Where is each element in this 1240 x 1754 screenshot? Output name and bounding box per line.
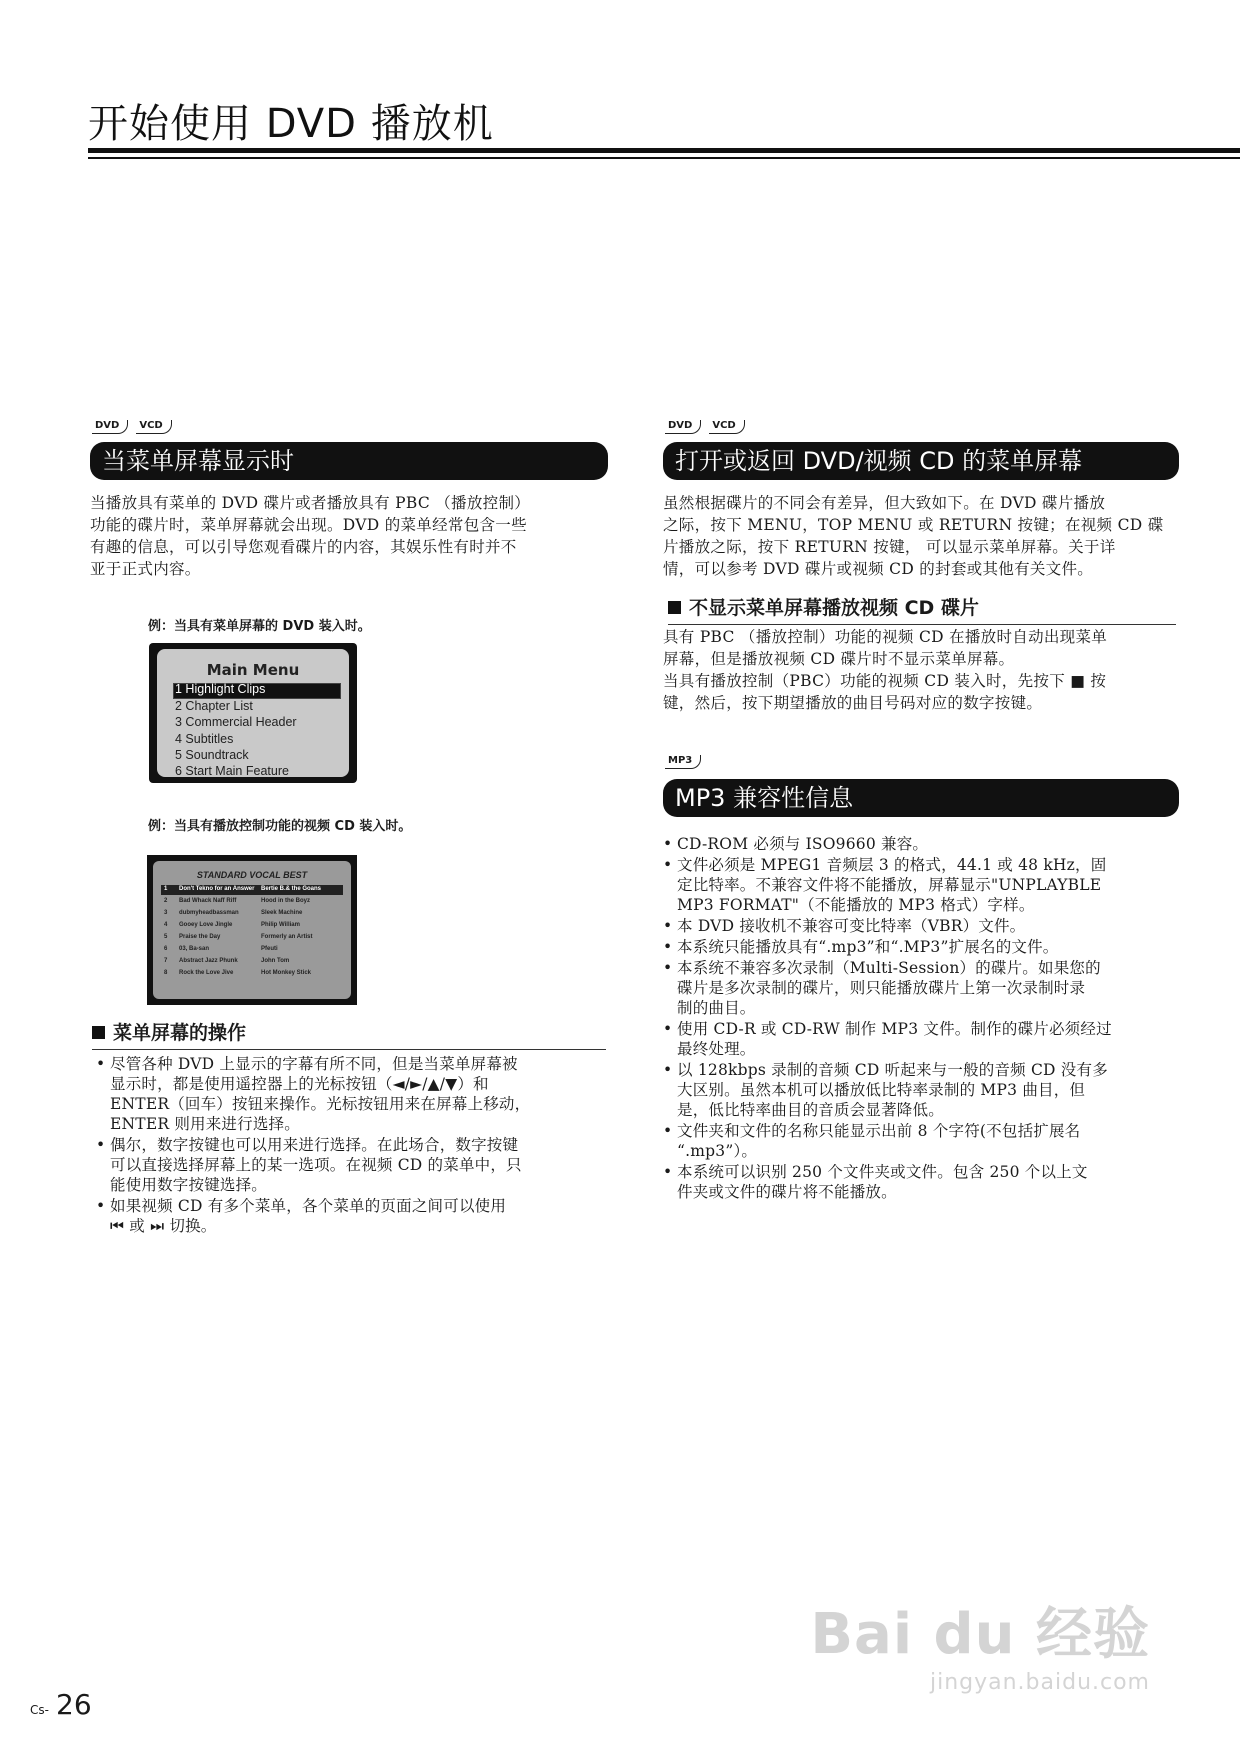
- vcd-menu-row: [161, 885, 343, 895]
- page-number: 26: [56, 1688, 92, 1721]
- track-artist: Philip William: [261, 922, 300, 928]
- menu-item: 6 Start Main Feature: [175, 764, 289, 778]
- track-number: 6: [164, 946, 168, 952]
- vcd-menu-row: [161, 969, 343, 979]
- track-number: 5: [164, 934, 168, 940]
- ops-heading: [92, 1018, 606, 1050]
- list-item: [663, 1019, 1183, 1059]
- menu-item: 3 Commercial Header: [175, 715, 297, 729]
- left-section-title: 当菜单屏幕显示时: [90, 442, 608, 480]
- track-artist: Hot Monkey Stick: [261, 970, 312, 976]
- text-line: 当播放具有菜单的 DVD 碟片或者播放具有 PBC （播放控制）: [90, 494, 531, 512]
- no-menu-text: [663, 626, 1183, 714]
- vcd-menu-screenshot: [147, 855, 357, 1005]
- text-line: 功能的碟片时，菜单屏幕就会出现。DVD 的菜单经常包含一些: [90, 516, 527, 534]
- dvd-tag: DVD: [665, 420, 701, 434]
- text-line: 片播放之际，按下 RETURN 按键， 可以显示菜单屏幕。关于详: [663, 538, 1116, 556]
- title-rule: [88, 148, 1240, 153]
- track-number: 8: [164, 970, 168, 976]
- text-line: • 尽管各种 DVD 上显示的字幕有所不同，但是当菜单屏幕被: [110, 1055, 518, 1073]
- track-artist: Hood in the Boyz: [261, 898, 310, 904]
- track-title: Rock the Love Jive: [179, 970, 234, 976]
- vcd-tag: VCD: [136, 420, 171, 434]
- no-menu-heading-text: 不显示菜单屏幕播放视频 CD 碟片: [689, 597, 979, 619]
- text-line: MP3 FORMAT"（不能播放的 MP3 格式）字样。: [677, 896, 1035, 914]
- track-artist: Formerly an Artist: [261, 934, 313, 940]
- menu-item: 1 Highlight Clips: [175, 682, 266, 696]
- track-title: Abstract Jazz Phunk: [179, 958, 238, 964]
- text-line: 是，低比特率曲目的音质会显著降低。: [677, 1101, 944, 1119]
- text-line: ⏮ 或 ⏭ 切换。: [110, 1217, 217, 1235]
- text-line: • 如果视频 CD 有多个菜单，各个菜单的页面之间可以使用: [110, 1197, 507, 1215]
- vcd-menu-row: [161, 957, 343, 967]
- vcd-tag: VCD: [709, 420, 744, 434]
- text-line: 能使用数字按键选择。: [110, 1176, 268, 1194]
- list-item: [663, 855, 1183, 915]
- text-line: • CD-ROM 必须与 ISO9660 兼容。: [677, 835, 929, 853]
- text-line: • 偶尔，数字按键也可以用来进行选择。在此场合，数字按键: [110, 1136, 519, 1154]
- list-item: [663, 834, 1183, 854]
- text-line: 制的曲目。: [677, 999, 756, 1017]
- vcd-menu-title: STANDARD VOCAL BEST: [196, 870, 308, 880]
- watermark-url: jingyan.baidu.com: [929, 1670, 1150, 1695]
- page-title: 开始使用 DVD 播放机: [88, 101, 494, 147]
- text-line: 大区别。虽然本机可以播放低比特率录制的 MP3 曲目，但: [677, 1081, 1086, 1099]
- text-line: • 本系统可以识别 250 个文件夹或文件。包含 250 个以上文: [677, 1163, 1088, 1181]
- track-artist: Pfeuti: [261, 946, 278, 952]
- list-item: [663, 1162, 1183, 1202]
- track-title: Praise the Day: [179, 934, 221, 940]
- track-artist: Sleek Machine: [261, 910, 303, 916]
- title-rule-thin: [88, 157, 1240, 159]
- text-line: • 以 128kbps 录制的音频 CD 听起来与一般的音频 CD 没有多: [677, 1061, 1108, 1079]
- text-line: • 文件必须是 MPEG1 音频层 3 的格式，44.1 或 48 kHz，固: [677, 856, 1107, 874]
- vcd-menu-row: [161, 921, 343, 931]
- vcd-menu-row: [161, 909, 343, 919]
- text-line: • 本系统不兼容多次录制（Multi-Session）的碟片。如果您的: [677, 959, 1101, 977]
- mp3-format-tags: [665, 755, 701, 769]
- track-number: 1: [164, 886, 168, 892]
- list-item: [663, 937, 1183, 957]
- track-artist: Bertie B.& the Goans: [261, 886, 322, 892]
- text-line: 定比特率。不兼容文件将不能播放，屏幕显示"UNPLAYBLE: [677, 876, 1102, 894]
- text-line: 键，然后，按下期望播放的曲目号码对应的数字按键。: [663, 694, 1043, 712]
- text-line: 件夹或文件的碟片将不能播放。: [677, 1183, 897, 1201]
- list-item: [663, 916, 1183, 936]
- track-number: 2: [164, 898, 168, 904]
- mp3-tag: MP3: [665, 755, 701, 769]
- square-bullet-icon: [668, 601, 681, 614]
- text-line: 之际，按下 MENU，TOP MENU 或 RETURN 按键；在视频 CD 碟: [663, 516, 1164, 534]
- watermark-logo: Bai du 经验: [810, 1602, 1150, 1667]
- text-line: 屏幕，但是播放视频 CD 碟片时不显示菜单屏幕。: [663, 650, 1015, 668]
- track-number: 4: [164, 922, 168, 928]
- menu-item: 2 Chapter List: [175, 699, 253, 713]
- track-title: 03, Ba-san: [179, 946, 210, 952]
- track-number: 3: [164, 910, 168, 916]
- text-line: • 文件夹和文件的名称只能显示出前 8 个字符(不包括扩展名: [677, 1122, 1081, 1140]
- text-line: 情，可以参考 DVD 碟片或视频 CD 的封套或其他有关文件。: [663, 560, 1094, 578]
- right-intro: [663, 492, 1183, 580]
- example2-caption: 例：当具有播放控制功能的视频 CD 装入时。: [148, 819, 412, 834]
- right-format-tags: [665, 420, 745, 434]
- right-section-title: 打开或返回 DVD/视频 CD 的菜单屏幕: [663, 442, 1179, 480]
- baidu-watermark: [810, 1590, 1150, 1695]
- text-line: 具有 PBC （播放控制）功能的视频 CD 在播放时自动出现菜单: [663, 628, 1108, 646]
- text-line: ENTER（回车）按钮来操作。光标按钮用来在屏幕上移动，: [110, 1095, 531, 1113]
- ops-bullets: [96, 1054, 610, 1237]
- text-line: • 本 DVD 接收机不兼容可变比特率（VBR）文件。: [677, 917, 1026, 935]
- text-line: ENTER 则用来进行选择。: [110, 1115, 300, 1133]
- track-title: Bad Whack Naff Riff: [179, 898, 237, 904]
- menu-item: 4 Subtitles: [175, 732, 234, 746]
- no-menu-heading: [668, 593, 1176, 625]
- list-item: [663, 1060, 1183, 1120]
- list-item: [96, 1054, 610, 1134]
- left-format-tags: [92, 420, 172, 434]
- text-line: 显示时，都是使用遥控器上的光标按钮（◄/►/▲/▼）和: [110, 1075, 489, 1093]
- page-prefix: Cs-: [30, 1703, 49, 1717]
- square-bullet-icon: [92, 1026, 105, 1039]
- text-line: “.mp3”）。: [677, 1142, 758, 1160]
- text-line: • 本系统只能播放具有“.mp3”和“.MP3”扩展名的文件。: [677, 938, 1059, 956]
- track-number: 7: [164, 958, 168, 964]
- list-item: [663, 958, 1183, 1018]
- dvd-menu-screenshot: [149, 643, 357, 783]
- text-line: 当具有播放控制（PBC）功能的视频 CD 装入时，先按下 ■ 按: [663, 672, 1107, 690]
- menu-item: 5 Soundtrack: [175, 748, 249, 762]
- dvd-menu-title: Main Menu: [206, 661, 300, 679]
- text-line: 可以直接选择屏幕上的某一选项。在视频 CD 的菜单中，只: [110, 1156, 522, 1174]
- text-line: • 使用 CD-R 或 CD-RW 制作 MP3 文件。制作的碟片必须经过: [677, 1020, 1112, 1038]
- vcd-menu-row: [161, 933, 343, 943]
- dvd-tag: DVD: [92, 420, 128, 434]
- vcd-menu-row: [161, 897, 343, 907]
- text-line: 碟片是多次录制的碟片，则只能播放碟片上第一次录制时录: [677, 979, 1086, 997]
- list-item: [663, 1121, 1183, 1161]
- track-title: Gooey Love Jingle: [179, 922, 233, 928]
- mp3-section-title: MP3 兼容性信息: [663, 779, 1179, 817]
- text-line: 有趣的信息，可以引导您观看碟片的内容，其娱乐性有时并不: [90, 538, 517, 556]
- vcd-menu-row: [161, 945, 343, 955]
- track-title: dubmyheadbassman: [179, 910, 239, 916]
- text-line: 最终处理。: [677, 1040, 756, 1058]
- track-title: Don't Tekno for an Answer: [179, 886, 255, 892]
- text-line: 虽然根据碟片的不同会有差异，但大致如下。在 DVD 碟片播放: [663, 494, 1106, 512]
- ops-heading-text: 菜单屏幕的操作: [113, 1022, 247, 1044]
- example1-caption: 例：当具有菜单屏幕的 DVD 装入时。: [148, 619, 371, 634]
- track-artist: John Tom: [261, 958, 290, 964]
- text-line: 亚于正式内容。: [90, 560, 201, 578]
- list-item: [96, 1196, 610, 1236]
- list-item: [96, 1135, 610, 1195]
- left-intro: [90, 492, 610, 580]
- mp3-bullets: [663, 834, 1183, 1203]
